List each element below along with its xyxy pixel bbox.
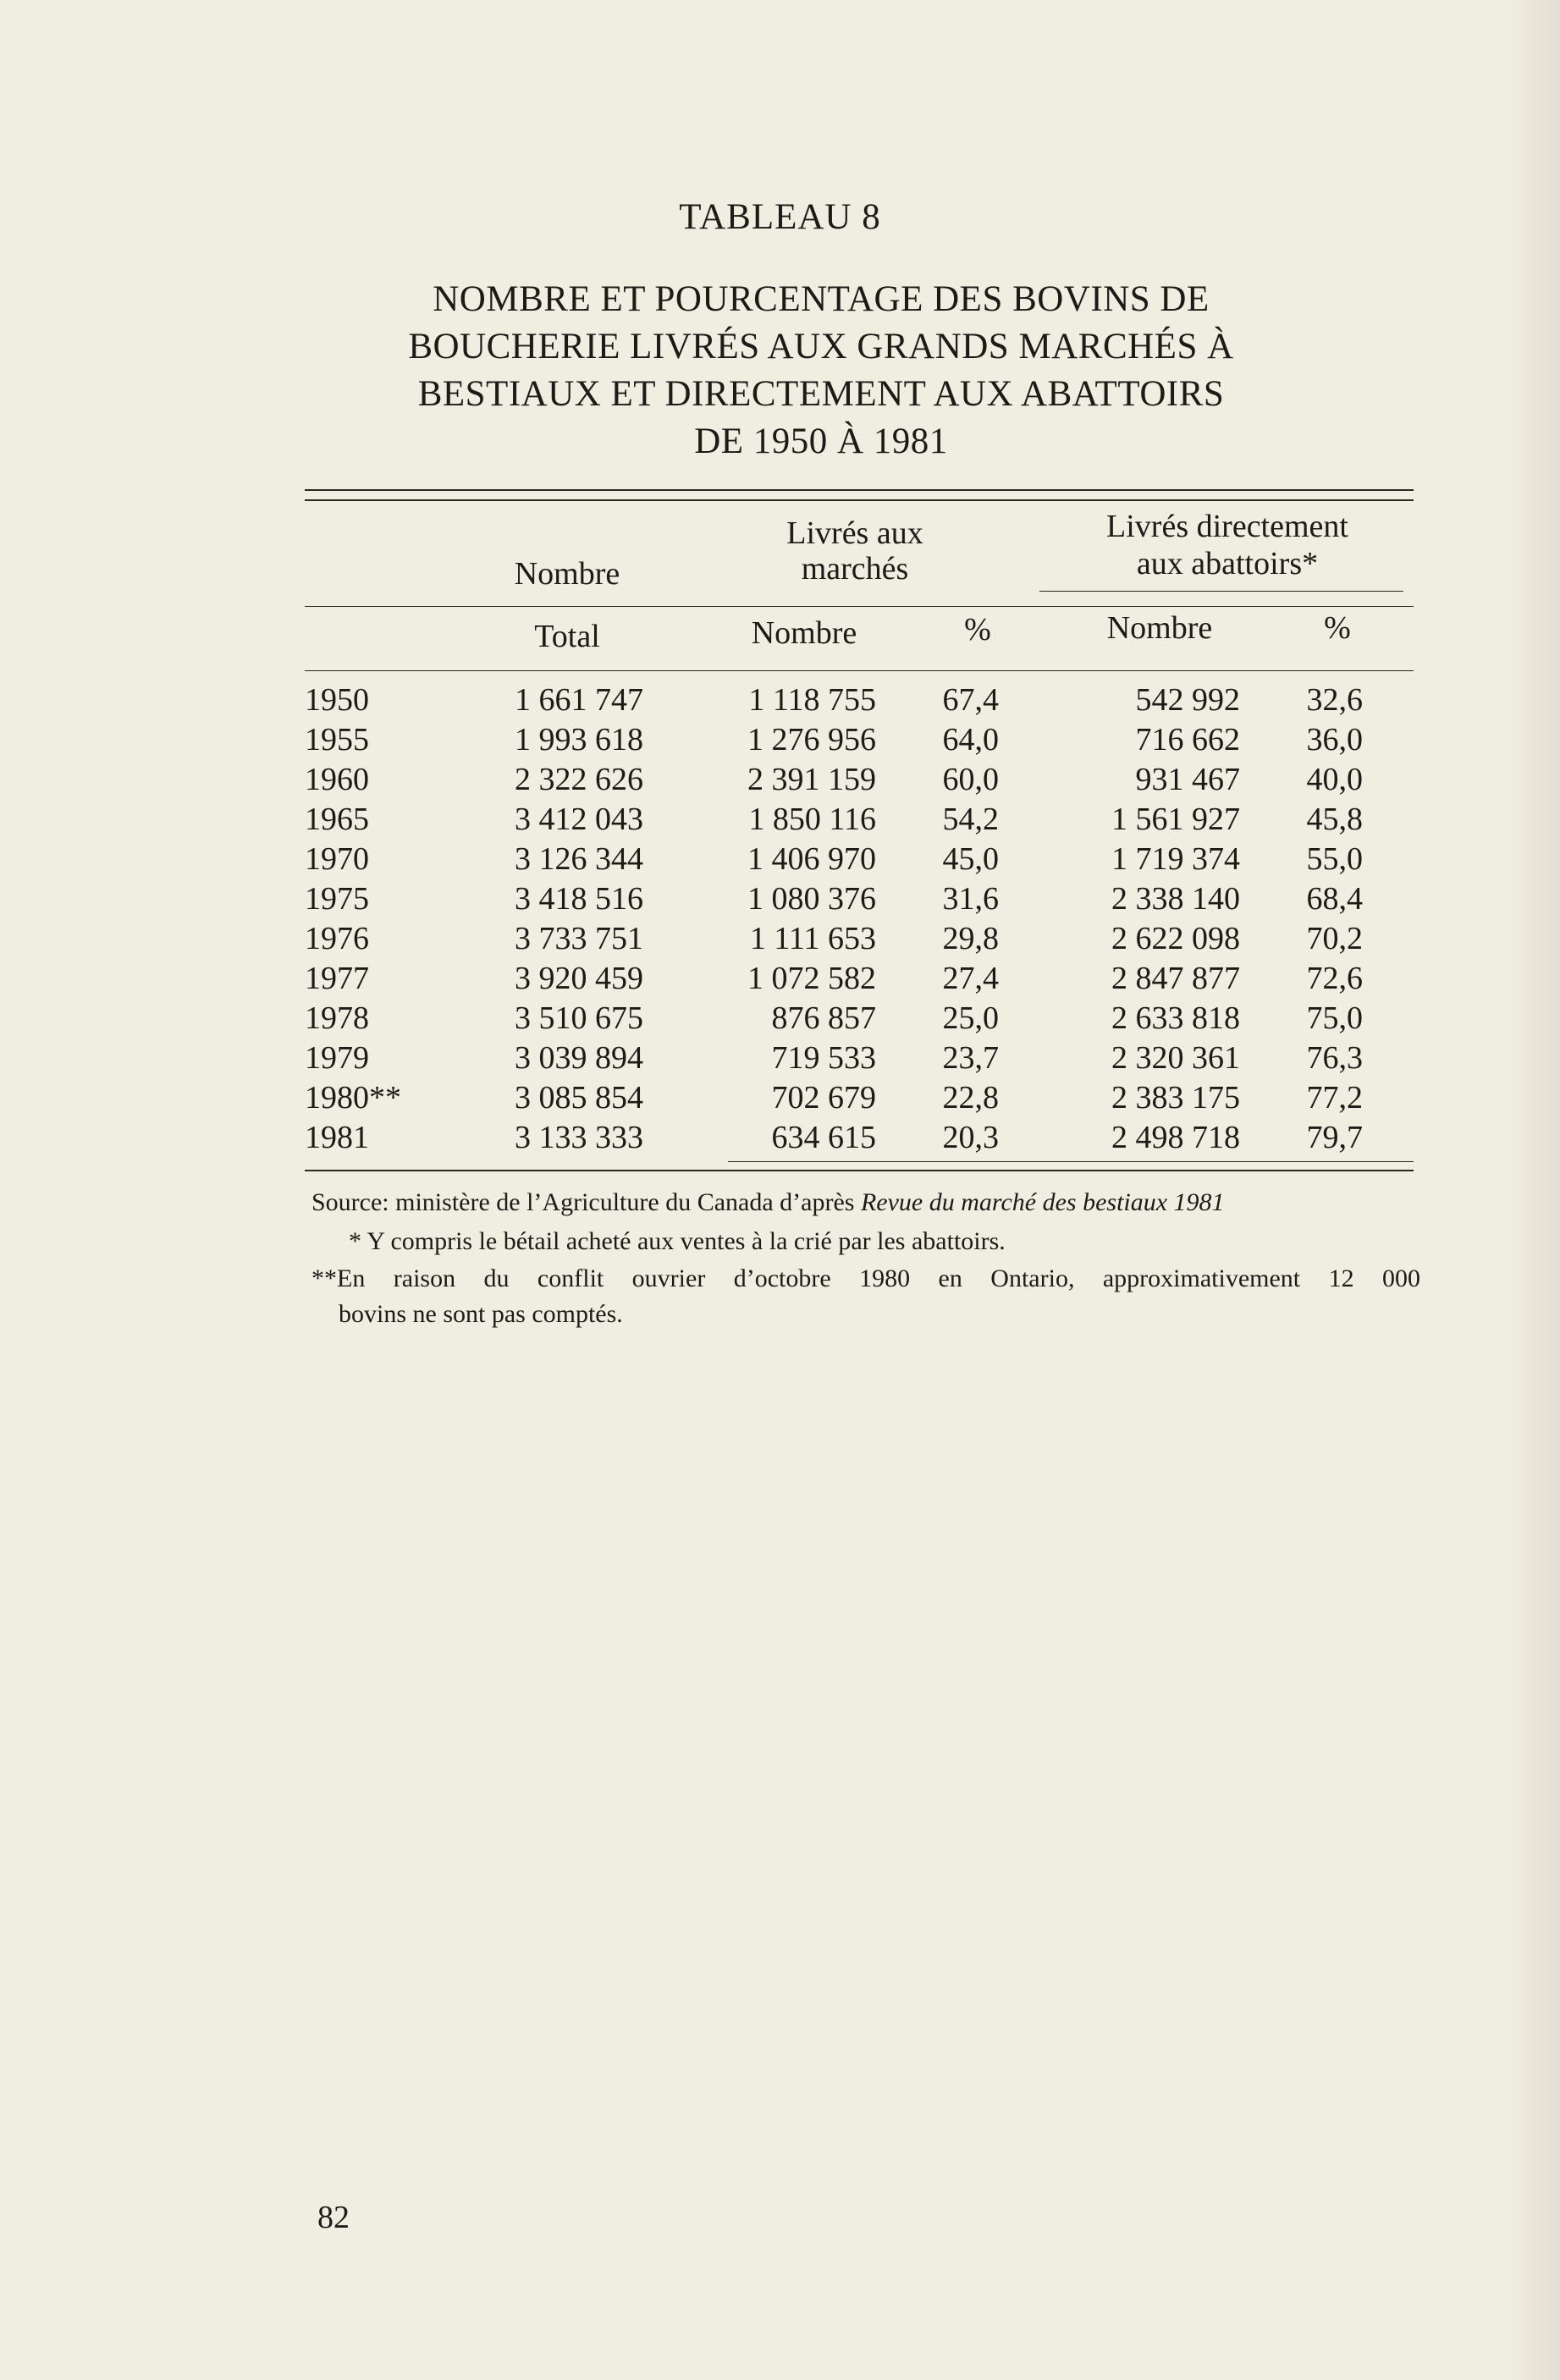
cell-abattoirs-pct: 32,6 <box>1306 682 1363 718</box>
cell-marches: 1 850 116 <box>748 802 876 837</box>
cell-year: 1978 <box>305 1000 369 1036</box>
cell-abattoirs: 931 467 <box>1135 762 1240 797</box>
cell-total: 3 133 333 <box>515 1120 643 1155</box>
bottom-rule <box>728 1161 1414 1162</box>
cell-marches: 1 406 970 <box>747 841 876 877</box>
cell-year: 1950 <box>305 682 369 718</box>
cell-abattoirs: 2 622 098 <box>1111 921 1240 956</box>
footnote-conflit-line1: **En raison du conflit ouvrier d’octobre 1980 en Ontario, approximativement 12 000 <box>311 1264 1420 1292</box>
cell-marches: 634 615 <box>771 1120 876 1155</box>
source-prefix: Source: ministère de l’Agriculture du Canada d’après <box>311 1188 861 1216</box>
subheader-rule <box>305 670 1414 671</box>
footnote-conflit-line2: bovins ne sont pas comptés. <box>339 1300 623 1328</box>
cell-year: 1955 <box>305 722 369 758</box>
cell-total: 1 993 618 <box>515 722 643 758</box>
cell-year: 1970 <box>305 841 369 877</box>
cell-abattoirs: 2 338 140 <box>1111 881 1240 917</box>
cell-marches-pct: 54,2 <box>942 802 999 837</box>
cell-abattoirs-pct: 76,3 <box>1306 1040 1363 1076</box>
cell-marches: 1 118 755 <box>748 682 876 718</box>
cell-marches: 1 080 376 <box>747 881 876 917</box>
cell-total: 3 418 516 <box>515 881 643 917</box>
cell-total: 3 126 344 <box>515 841 643 877</box>
header-marches-line2: marchés <box>801 551 909 587</box>
cell-marches: 1 111 653 <box>749 921 876 956</box>
header-abattoirs-line2: aux abattoirs* <box>1136 546 1319 581</box>
subtitle-line: BESTIAUX ET DIRECTEMENT AUX ABATTOIRS <box>417 374 1225 414</box>
footnote-abattoirs: * Y compris le bétail acheté aux ventes à la crié par les abattoirs. <box>349 1227 1006 1255</box>
cell-year: 1981 <box>305 1120 369 1155</box>
cell-total: 3 039 894 <box>515 1040 643 1076</box>
table-row <box>0 1079 1560 1118</box>
cell-abattoirs-pct: 68,4 <box>1306 881 1363 917</box>
table-row <box>0 1119 1560 1158</box>
cell-abattoirs-pct: 70,2 <box>1306 921 1363 956</box>
header-rule <box>1039 591 1403 592</box>
cell-abattoirs: 2 633 818 <box>1111 1000 1240 1036</box>
cell-abattoirs: 542 992 <box>1135 682 1240 718</box>
cell-marches-pct: 64,0 <box>942 722 999 758</box>
cell-abattoirs-pct: 75,0 <box>1306 1000 1363 1036</box>
table-row <box>0 681 1560 720</box>
cell-marches-pct: 22,8 <box>942 1080 999 1116</box>
subheader-pct-abattoirs: % <box>1324 610 1351 646</box>
cell-abattoirs: 716 662 <box>1135 722 1240 758</box>
top-rule <box>305 499 1414 501</box>
cell-abattoirs-pct: 36,0 <box>1306 722 1363 758</box>
bottom-rule <box>305 1170 1414 1171</box>
table-row <box>0 880 1560 919</box>
table-row <box>0 840 1560 879</box>
cell-abattoirs: 1 561 927 <box>1111 802 1240 837</box>
cell-marches-pct: 31,6 <box>942 881 999 917</box>
cell-year: 1979 <box>305 1040 369 1076</box>
cell-total: 1 661 747 <box>515 682 643 718</box>
footnote-conflit <box>311 1261 1420 1332</box>
subheader-pct-marches: % <box>964 612 991 647</box>
cell-marches-pct: 25,0 <box>942 1000 999 1036</box>
cell-year: 1976 <box>305 921 369 956</box>
cell-total: 3 920 459 <box>515 961 643 996</box>
cell-abattoirs-pct: 72,6 <box>1306 961 1363 996</box>
source-title: Revue du marché des bestiaux 1981 <box>860 1188 1225 1216</box>
cell-year: 1965 <box>305 802 369 837</box>
cell-abattoirs: 2 383 175 <box>1111 1080 1240 1116</box>
cell-total: 3 510 675 <box>515 1000 643 1036</box>
cell-marches: 1 276 956 <box>747 722 876 758</box>
cell-marches-pct: 23,7 <box>942 1040 999 1076</box>
table-row <box>0 1000 1560 1038</box>
subtitle-line: NOMBRE ET POURCENTAGE DES BOVINS DE <box>433 279 1210 319</box>
table-row <box>0 960 1560 999</box>
subtitle-line: BOUCHERIE LIVRÉS AUX GRANDS MARCHÉS À <box>408 327 1234 366</box>
table-row <box>0 801 1560 840</box>
table-row <box>0 1039 1560 1078</box>
table-row <box>0 721 1560 760</box>
cell-marches-pct: 60,0 <box>942 762 999 797</box>
cell-marches: 876 857 <box>771 1000 876 1036</box>
header-marches-line1: Livrés aux <box>786 515 923 551</box>
cell-marches-pct: 29,8 <box>942 921 999 956</box>
table-subtitle <box>254 276 1388 466</box>
cell-abattoirs: 2 847 877 <box>1111 961 1240 996</box>
cell-marches-pct: 45,0 <box>942 841 999 877</box>
page-number: 82 <box>317 2200 350 2235</box>
cell-abattoirs-pct: 45,8 <box>1306 802 1363 837</box>
page-edge-shadow <box>1509 0 1560 2380</box>
cell-abattoirs: 2 498 718 <box>1111 1120 1240 1155</box>
table-title: TABLEAU 8 <box>679 197 881 237</box>
table-row <box>0 761 1560 800</box>
subheader-nombre-marches: Nombre <box>751 615 857 651</box>
header-nombre: Nombre <box>514 556 620 592</box>
cell-abattoirs-pct: 79,7 <box>1306 1120 1363 1155</box>
subheader-nombre-abattoirs: Nombre <box>1106 610 1213 646</box>
cell-marches: 719 533 <box>771 1040 876 1076</box>
source-note <box>311 1185 1429 1220</box>
table-row <box>0 920 1560 959</box>
header-abattoirs-line1: Livrés directement <box>1106 509 1348 544</box>
cell-marches: 702 679 <box>771 1080 876 1116</box>
cell-abattoirs-pct: 77,2 <box>1306 1080 1363 1116</box>
cell-year: 1977 <box>305 961 369 996</box>
cell-abattoirs: 2 320 361 <box>1111 1040 1240 1076</box>
cell-abattoirs-pct: 55,0 <box>1306 841 1363 877</box>
cell-total: 2 322 626 <box>515 762 643 797</box>
cell-marches: 2 391 159 <box>747 762 876 797</box>
cell-year: 1975 <box>305 881 369 917</box>
cell-year: 1960 <box>305 762 369 797</box>
header-rule <box>305 606 1414 607</box>
cell-total: 3 085 854 <box>515 1080 643 1116</box>
cell-marches-pct: 27,4 <box>942 961 999 996</box>
cell-total: 3 412 043 <box>515 802 643 837</box>
subtitle-line: DE 1950 À 1981 <box>694 421 948 461</box>
cell-marches: 1 072 582 <box>747 961 876 996</box>
cell-year: 1980** <box>305 1080 401 1116</box>
top-rule <box>305 489 1414 491</box>
cell-marches-pct: 20,3 <box>942 1120 999 1155</box>
cell-marches-pct: 67,4 <box>942 682 999 718</box>
cell-abattoirs: 1 719 374 <box>1111 841 1240 877</box>
cell-abattoirs-pct: 40,0 <box>1306 762 1363 797</box>
cell-total: 3 733 751 <box>515 921 643 956</box>
subheader-total: Total <box>534 619 600 654</box>
